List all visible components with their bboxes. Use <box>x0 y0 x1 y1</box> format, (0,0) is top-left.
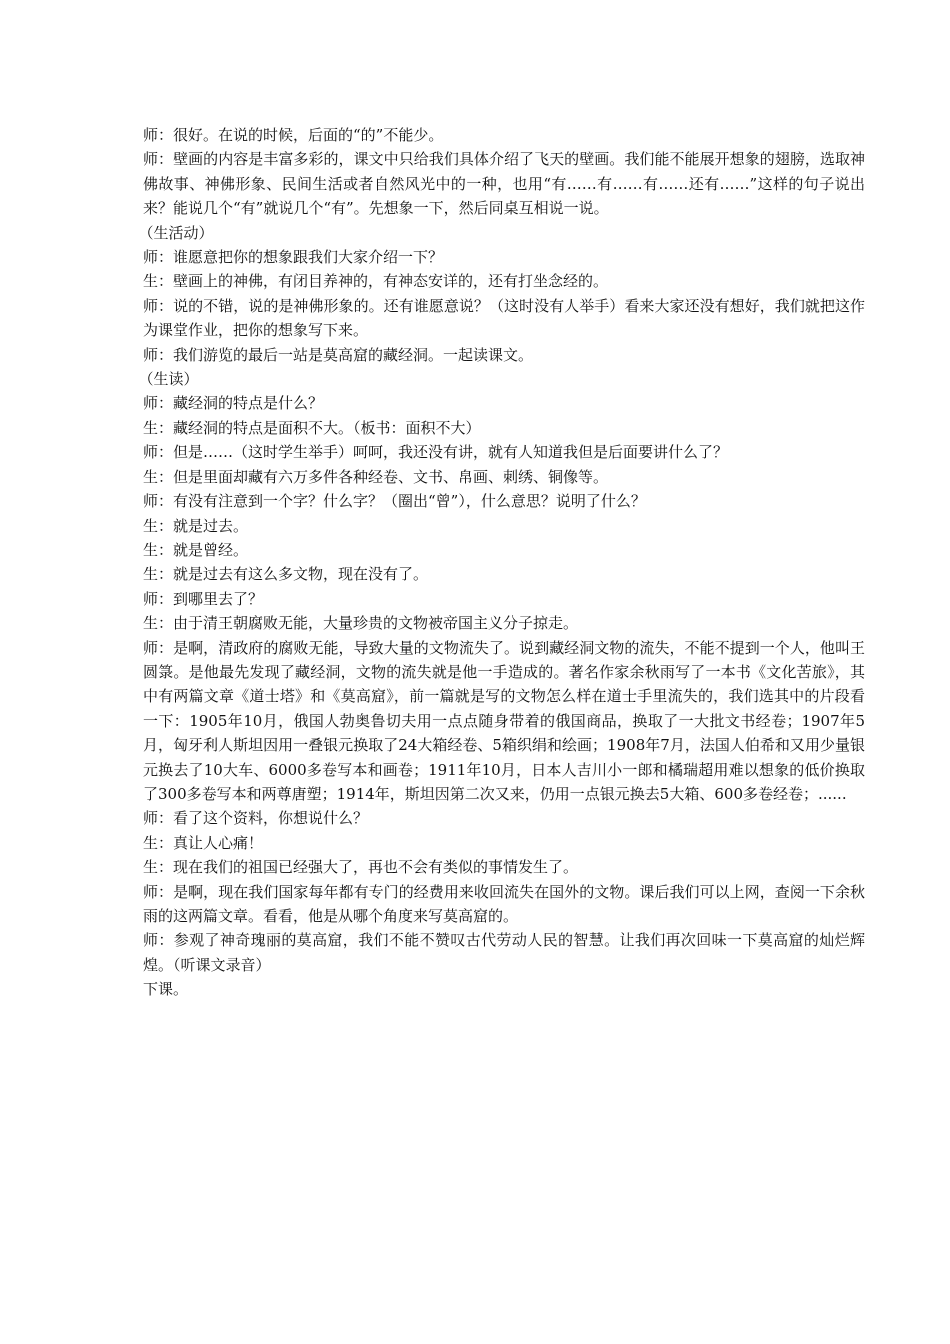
paragraph-18: 生：由于清王朝腐败无能，大量珍贵的文物被帝国主义分子掠走。 <box>143 614 579 633</box>
paragraph-7: 师：我们游览的最后一站是莫高窟的藏经洞。一起读课文。 <box>143 345 534 364</box>
paragraph-8: （生读） <box>138 370 199 389</box>
document-body <box>138 123 865 1002</box>
paragraph-23: 师：是啊，现在我们国家每年都有专门的经费用来收回流失在国外的文物。课后我们可以上网，查阅一下余秋雨的这两篇文章。看看，他是从哪个角度来写莫高窟的。 <box>143 882 865 925</box>
paragraph-17: 师：到哪里去了？ <box>143 589 264 608</box>
paragraph-21: 生：真让人心痛！ <box>143 833 264 852</box>
paragraph-22: 生：现在我们的祖国已经强大了，再也不会有类似的事情发生了。 <box>143 858 579 877</box>
paragraph-16: 生：就是过去有这么多文物，现在没有了。 <box>143 565 429 584</box>
paragraph-20: 师：看了这个资料，你想说什么？ <box>143 809 369 828</box>
paragraph-5: 生：壁画上的神佛，有闭目养神的，有神态安详的，还有打坐念经的。 <box>143 272 609 291</box>
paragraph-10: 生：藏经洞的特点是面积不大。（板书：面积不大） <box>143 418 481 437</box>
paragraph-9: 师：藏经洞的特点是什么？ <box>143 394 324 413</box>
paragraph-15: 生：就是曾经。 <box>143 540 249 559</box>
paragraph-25: 下课。 <box>143 980 189 999</box>
paragraph-1: 师：很好。在说的时候，后面的“的”不能少。 <box>143 126 444 144</box>
paragraph-6: 师：说的不错，说的是神佛形象的。还有谁愿意说？（这时没有人举手）看来大家还没有想好，我们就把这作为课堂作业，把你的想象写下来。 <box>143 296 865 340</box>
paragraph-2: 师：壁画的内容是丰富多彩的，课文中只给我们具体介绍了飞天的壁画。我们能不能展开想象的翅膀，选取神佛故事、神佛形象、民间生活或者自然风光中的一种，也用“有……有……有……还有……”这样的句子说出来？能说几个“有”就说几个“有”。先想象一下，然后同桌互相说一说。 <box>143 150 865 218</box>
paragraph-12: 生：但是里面却藏有六万多件各种经卷、文书、帛画、刺绣、铜像等。 <box>143 467 609 486</box>
paragraph-3: （生活动） <box>138 223 214 242</box>
paragraph-11: 师：但是……（这时学生举手）呵呵，我还没有讲，就有人知道我但是后面要讲什么了？ <box>143 443 729 462</box>
paragraph-19: 师：是啊，清政府的腐败无能，导致大量的文物流失了。说到藏经洞文物的流失，不能不提到一个人，他叫王圆箓。是他最先发现了藏经洞，文物的流失就是他一手造成的。著名作家余秋雨写了一本书《文化苦旅》，其中有两篇文章《道士塔》和《莫高窟》，前一篇就是写的文物怎么样在道士手里流失的，我们选其中的片段看一下：1905年10月，俄国人勃奥鲁切夫用一点点随身带着的俄国商品，换取了一大批文书经卷；1907年5月，匈牙利人斯坦因用一叠银元换取了24大箱经卷、5箱织绢和绘画；1908年7月，法国人伯希和又用少量银元换去了10大车、6000多卷写本和画卷；1911年10月，日本人吉川小一郎和橘瑞超用难以想象的低价换取了300多卷写本和两尊唐塑；1914年，斯坦因第二次又来，仍用一点银元换去5大箱、600多卷经卷；...... <box>143 638 865 803</box>
paragraph-4: 师：谁愿意把你的想象跟我们大家介绍一下？ <box>143 248 444 267</box>
paragraph-13: 师：有没有注意到一个字？什么字？（圈出“曾”），什么意思？说明了什么？ <box>143 492 646 511</box>
paragraph-14: 生：就是过去。 <box>143 516 249 535</box>
paragraph-24: 师：参观了神奇瑰丽的莫高窟，我们不能不赞叹古代劳动人民的智慧。让我们再次回味一下莫高窟的灿烂辉煌。（听课文录音） <box>143 931 865 974</box>
